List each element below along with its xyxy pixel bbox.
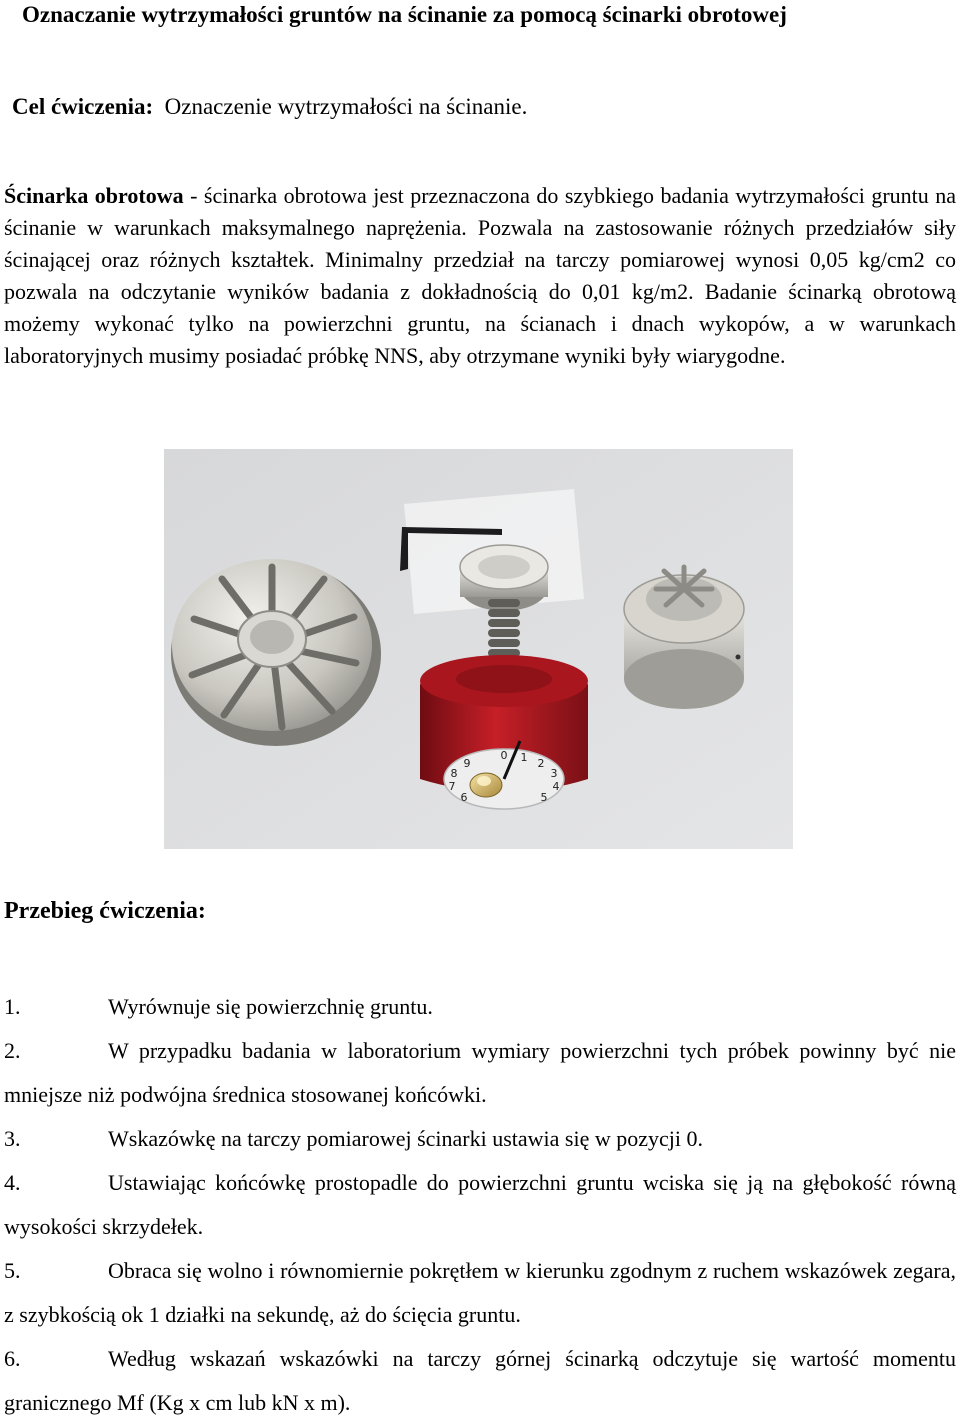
intro-term: Ścinarka obrotowa — [4, 183, 184, 208]
intro-paragraph — [4, 180, 956, 372]
dial-number: 1 — [520, 751, 528, 764]
goal-label: Cel ćwiczenia: — [12, 94, 154, 119]
page-title: Oznaczanie wytrzymałości gruntów na ścinanie za pomocą ścinarki obrotowej — [22, 2, 787, 27]
dial-number: 6 — [460, 791, 468, 804]
list-item — [4, 1337, 956, 1425]
step-text: Obraca się wolno i równomiernie pokrętłem w kierunku zgodnym z ruchem wskazówek zegara, z szybkością ok 1 działki na sekundę, aż do ścięcia gruntu. — [4, 1258, 956, 1327]
vane-head-small — [624, 567, 744, 709]
dial-number: 3 — [550, 767, 558, 780]
goal-text: Oznaczenie wytrzymałości na ścinanie. — [164, 94, 528, 119]
step-text: Wyrównuje się powierzchnię gruntu. — [108, 994, 433, 1019]
shear-vane-photo — [164, 449, 793, 849]
dial-number: 8 — [450, 767, 458, 780]
dial-number: 2 — [537, 757, 545, 770]
list-item — [4, 1029, 956, 1117]
dial-number: 0 — [500, 749, 508, 762]
step-text: W przypadku badania w laboratorium wymiary powierzchni tych próbek powinny być nie mniejsze niż podwójna średnica stosowanej końcówki. — [4, 1038, 956, 1107]
step-number: 2. — [4, 1038, 21, 1063]
section-heading: Przebieg ćwiczenia: — [4, 898, 206, 924]
step-text: Ustawiając końcówkę prostopadle do powierzchni gruntu wciska się ją na głębokość równą wysokości skrzydełek. — [4, 1170, 956, 1239]
list-item — [4, 1117, 956, 1161]
steps-list — [4, 985, 956, 1425]
list-item — [4, 1161, 956, 1249]
dial-number: 5 — [540, 791, 548, 804]
list-item — [4, 1249, 956, 1337]
step-text: Według wskazań wskazówki na tarczy górnej ścinarką odczytuje się wartość momentu granicznego Mf (Kg x cm lub kN x m). — [4, 1346, 956, 1415]
step-number: 5. — [4, 1258, 21, 1283]
dial-number: 9 — [463, 757, 471, 770]
goal-line — [12, 94, 527, 120]
step-number: 1. — [4, 994, 21, 1019]
list-item — [4, 985, 956, 1029]
step-number: 3. — [4, 1126, 21, 1151]
dial-number: 4 — [552, 780, 560, 793]
step-number: 6. — [4, 1346, 21, 1371]
step-number: 4. — [4, 1170, 21, 1195]
intro-text: - ścinarka obrotowa jest przeznaczona do szybkiego badania wytrzymałości gruntu na ścinanie w warunkach maksymalnego naprężenia. Pozwala na zastosowanie różnych przedziałów siły ścinającej oraz różnych kształtek. Minimalny przedział na tarczy pomiarowej wynosi 0,05 kg/cm2 co pozwala na odczytanie wyników badania z dokładnością do 0,01 kg/m2. Badanie ścinarką obrotową możemy wykonać tylko na powierzchni gruntu, na ścianach i dnach wykopów, a w warunkach laboratoryjnych musimy posiadać próbkę NNS, aby otrzymane wyniki były wiarygodne. — [4, 183, 956, 368]
step-text: Wskazówkę na tarczy pomiarowej ścinarki ustawia się w pozycji 0. — [108, 1126, 704, 1151]
dial-number: 7 — [448, 780, 456, 793]
